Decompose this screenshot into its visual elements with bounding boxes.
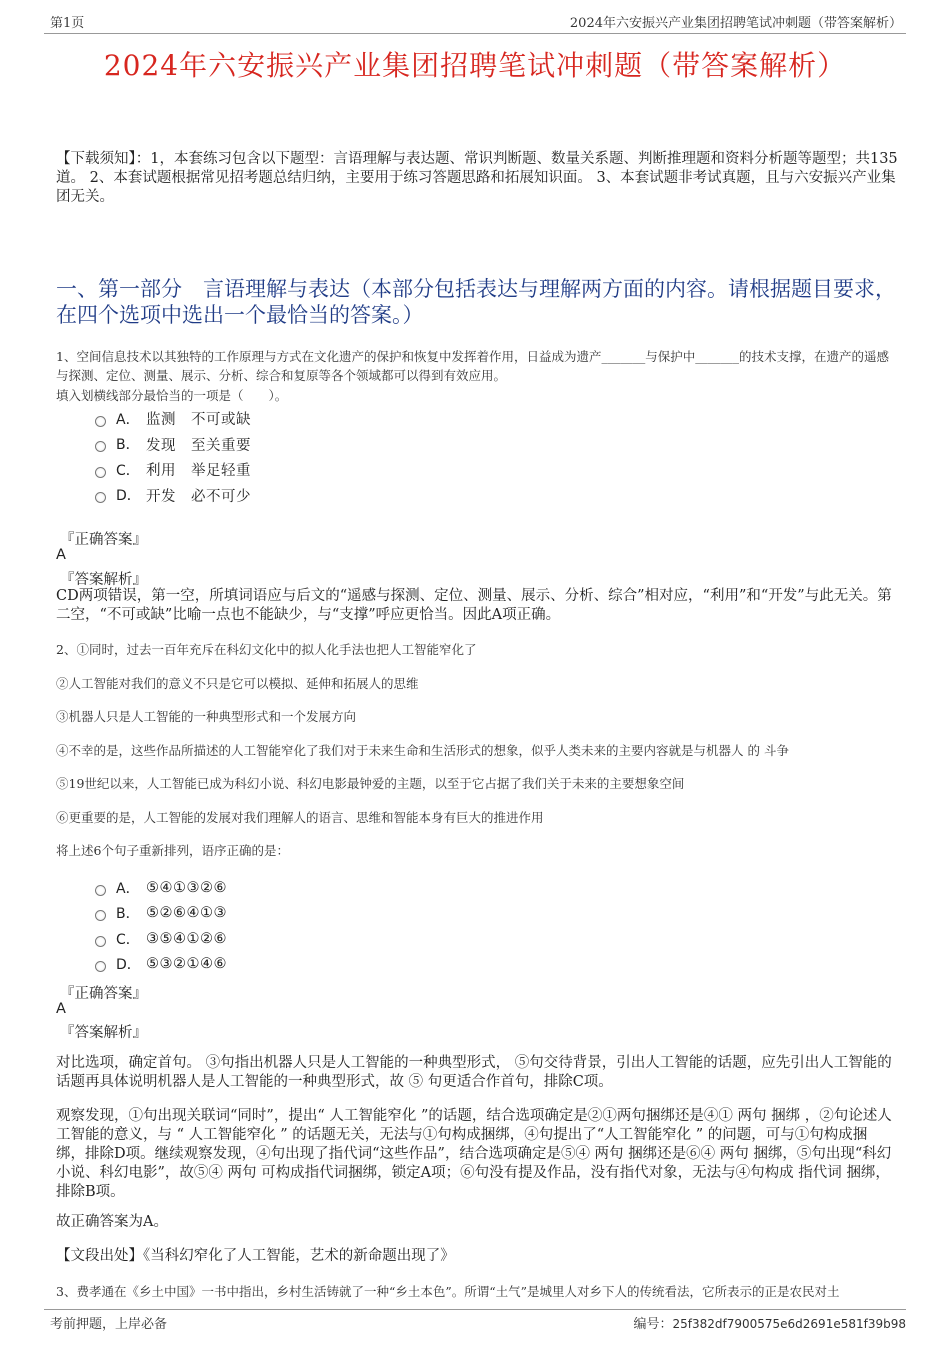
q2-analysis-para-1: 对比选项，确定首句。 ③句指出机器人只是人工智能的一种典型形式， ⑤句交待背景，引出人工智能的话题，应先引出人工智能的话题再具体说明机器人是人工智能的一种典型形式，故 ⑤ 句更适合作首句，排除C项。: [56, 1055, 892, 1090]
q2-option-c[interactable]: [95, 926, 227, 952]
option-text: ⑤②⑥④①③: [146, 905, 227, 922]
q3-stem: 3、费孝通在《乡土中国》一书中指出，乡村生活铸就了一种“乡土本色”。所谓“土气”是城里人对乡下人的传统看法，它所表示的正是农民对土: [56, 1284, 840, 1299]
footer-id-label: 编号：: [633, 1317, 673, 1332]
header-divider: [44, 33, 906, 34]
q1-answer-label: 『正确答案』: [60, 532, 147, 548]
option-text: ③⑤④①②⑥: [146, 930, 227, 947]
radio-button-icon[interactable]: [95, 885, 106, 896]
q2-option-a[interactable]: [95, 875, 227, 901]
header-page-number: 第1页: [50, 16, 85, 31]
q2-option-b[interactable]: [95, 901, 227, 927]
radio-button-icon[interactable]: [95, 492, 106, 503]
option-letter: A．: [116, 411, 140, 428]
radio-button-icon[interactable]: [95, 416, 106, 427]
q2-prompt: 将上述6个句子重新排列，语序正确的是：: [56, 843, 289, 858]
radio-button-icon[interactable]: [95, 961, 106, 972]
option-text: ⑤③②①④⑥: [146, 956, 227, 973]
q1-option-d[interactable]: [95, 483, 251, 509]
q1-prompt: 填入划横线部分最恰当的一项是（ ）。: [56, 388, 288, 403]
q2-sentence-6: ⑥更重要的是，人工智能的发展对我们理解人的语言、思维和智能本身有巨大的推进作用: [56, 810, 544, 825]
option-letter: A．: [116, 880, 140, 897]
q2-answer: A: [56, 1001, 66, 1017]
option-letter: D．: [116, 488, 141, 505]
footer-divider: [44, 1309, 906, 1310]
q1-option-c[interactable]: [95, 457, 251, 483]
radio-button-icon[interactable]: [95, 910, 106, 921]
footer-id: [633, 1313, 906, 1332]
radio-button-icon[interactable]: [95, 936, 106, 947]
q2-sentence-4: ④不幸的是，这些作品所描述的人工智能窄化了我们对于未来生命和生活形式的想象，似乎人类未来的主要内容就是与机器人 的 斗争: [56, 743, 789, 758]
option-text: ⑤④①③②⑥: [146, 879, 227, 896]
q1-stem: 1、空间信息技术以其独特的工作原理与方式在文化遗产的保护和恢复中发挥着作用，日益成为遗产_______与保护中_______的技术支撑，在遗产的遥感与探测、定位、测量、展示、分析、综合和复原等各个领域都可以得到有效应用。: [56, 349, 889, 383]
option-letter: B．: [116, 437, 140, 454]
q2-sentence-2: ②人工智能对我们的意义不只是它可以模拟、延伸和拓展人的思维: [56, 676, 419, 691]
q2-options: [95, 875, 227, 977]
q2-sentence-3: ③机器人只是人工智能的一种典型形式和一个发展方向: [56, 709, 357, 724]
q2-source: 【文段出处】《当科幻窄化了人工智能，艺术的新命题出现了》: [56, 1248, 455, 1264]
q2-sentence-5: ⑤19世纪以来，人工智能已成为科幻小说、科幻电影最钟爱的主题，以至于它占据了我们关于未来的主要想象空间: [56, 776, 685, 791]
option-letter: C．: [116, 931, 140, 948]
option-text: 监测 不可或缺: [146, 412, 251, 429]
q1-analysis-label: 『答案解析』: [60, 572, 147, 588]
option-text: 开发 必不可少: [146, 488, 251, 505]
q1-analysis: CD两项错误，第一空，所填词语应与后文的“遥感与探测、定位、测量、展示、分析、综合”相对应，“利用”和“开发”与此无关。第二空，“不可或缺”比喻一点也不能缺少，与“支撑”呼应更恰当。因此A项正确。: [56, 588, 892, 623]
q2-option-d[interactable]: [95, 952, 227, 978]
header-doc-title: 2024年六安振兴产业集团招聘笔试冲刺题（带答案解析）: [569, 16, 902, 31]
page-title: 2024年六安振兴产业集团招聘笔试冲刺题（带答案解析）: [103, 49, 847, 82]
radio-button-icon[interactable]: [95, 441, 106, 452]
option-text: 发现 至关重要: [146, 437, 251, 454]
q1-option-b[interactable]: [95, 432, 251, 458]
q2-analysis-para-2: 观察发现，①句出现关联词“同时”，提出“ 人工智能窄化 ”的话题，结合选项确定是②①两句捆绑还是④① 两句 捆绑 ，②句论述人工智能的意义，与 “ 人工智能窄化 ” 的话题无关，无法与①句构成捆绑，④句提出了“人工智能窄化 ” 的问题，可与①句构成捆绑，排除D项。继续观察发现，④句出现了指代词“这些作品”，结合选项确定是⑤④ 两句 捆绑还是⑥④ 两句 捆绑，⑤句出现“科幻小说、科幻电影”，故⑤④ 两句 可构成指代词捆绑，锁定A项；⑥句没有提及作品，没有指代对象，无法与④句构成 指代词 捆绑，排除B项。: [56, 1108, 892, 1200]
option-letter: C．: [116, 462, 140, 479]
option-text: 利用 举足轻重: [146, 463, 251, 480]
download-notice: 【下载须知】：1，本套练习包含以下题型：言语理解与表达题、常识判断题、数量关系题、判断推理题和资料分析题等题型；共135道。 2、本套试题根据常见招考题总结归纳，主要用于练习答题思路和拓展知识面。 3、本套试题非考试真题，且与六安振兴产业集团无关。: [56, 151, 898, 205]
q2-conclusion: 故正确答案为A。: [56, 1214, 168, 1230]
option-letter: B．: [116, 906, 140, 923]
q2-analysis-label: 『答案解析』: [60, 1025, 147, 1041]
q1-options: [95, 406, 251, 508]
q1-answer: A: [56, 547, 66, 563]
footer-slogan: 考前押题，上岸必备: [50, 1317, 168, 1332]
q2-answer-label: 『正确答案』: [60, 986, 147, 1002]
section-heading: 一、第一部分 言语理解与表达（本部分包括表达与理解两方面的内容。请根据题目要求，在四个选项中选出一个最恰当的答案。）: [56, 277, 896, 327]
q2-sentence-1: 2、①同时，过去一百年充斥在科幻文化中的拟人化手法也把人工智能窄化了: [56, 642, 477, 657]
radio-button-icon[interactable]: [95, 467, 106, 478]
option-letter: D．: [116, 957, 141, 974]
q1-option-a[interactable]: [95, 406, 251, 432]
footer-id-value: 25f382df7900575e6d2691e581f39b98: [672, 1317, 906, 1331]
